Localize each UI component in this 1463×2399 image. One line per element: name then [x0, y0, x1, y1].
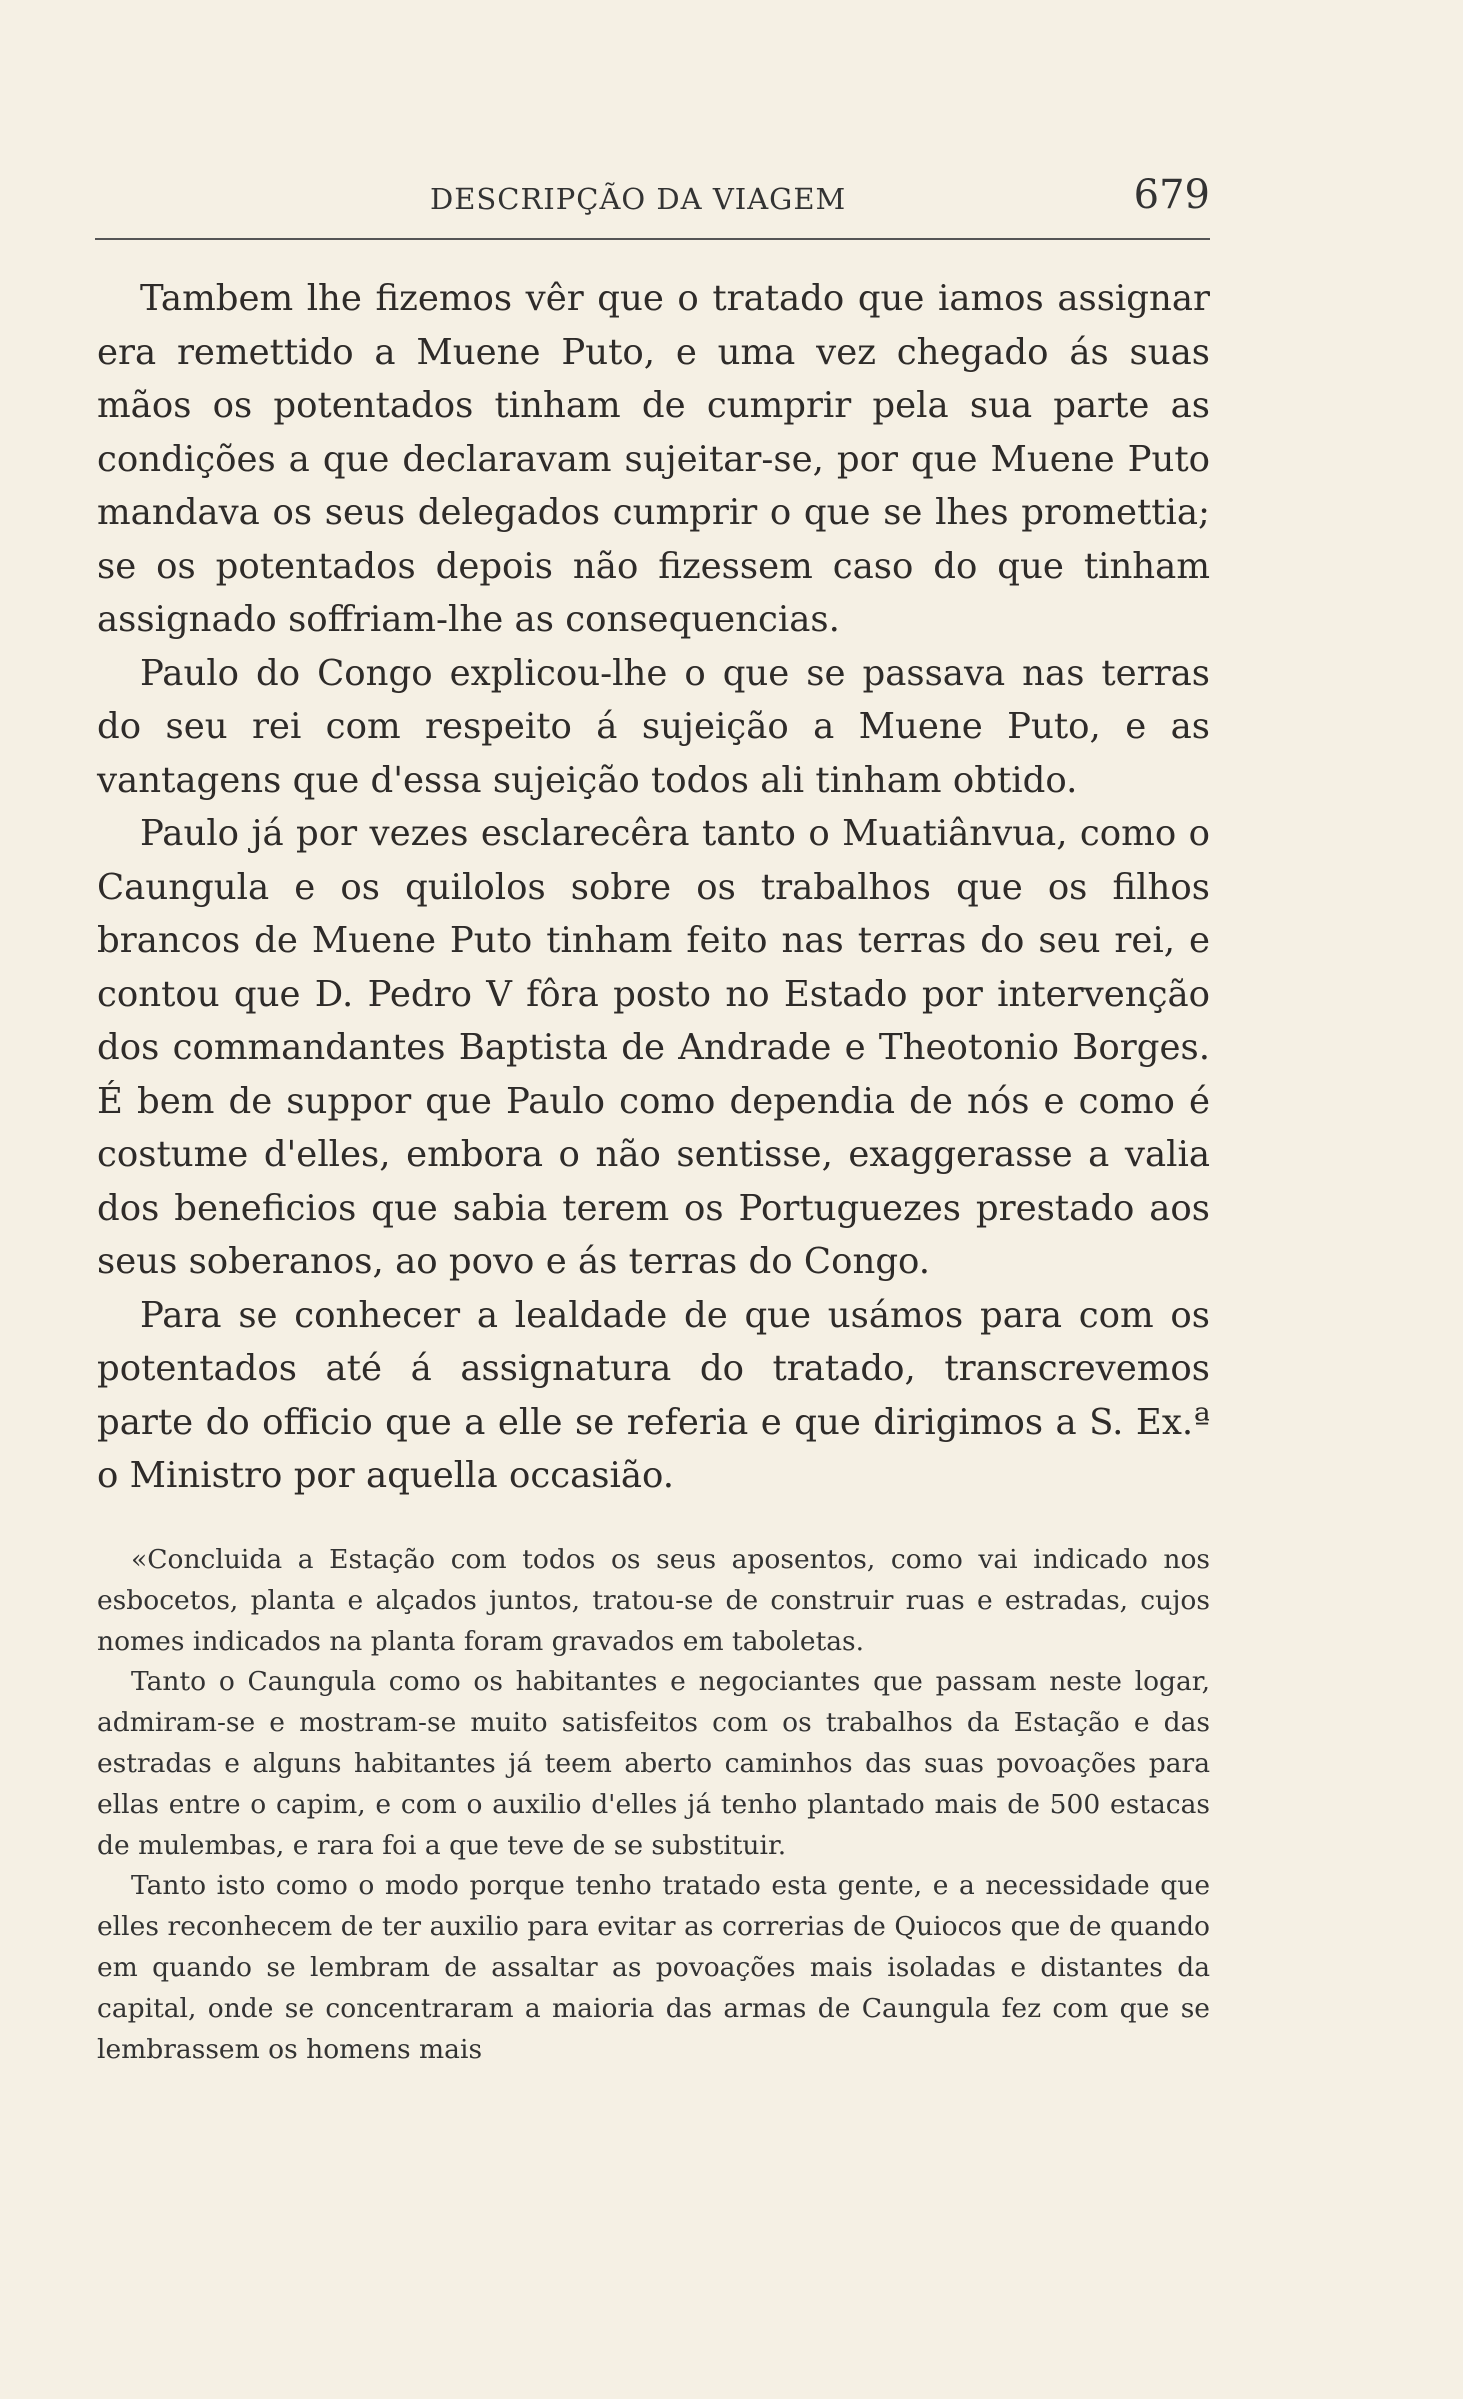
paragraph: Para se conhecer a lealdade de que usámos para com os potentados até á assignatura do tratado, transcrevemos parte do officio que a elle se referia e que dirigimos a S. Ex.ª o Ministro por aquella occasião.: [97, 1294, 1210, 1496]
quoted-letter: [97, 1540, 1210, 2070]
page-number: 679: [1133, 172, 1210, 218]
paragraph: Paulo do Congo explicou-lhe o que se passava nas terras do seu rei com respeito á sujeição a Muene Puto, e as vantagens que d'essa sujeição todos ali tinham obtido.: [97, 652, 1210, 801]
page-header: [95, 168, 1210, 228]
main-text: [97, 272, 1210, 1503]
paragraph: Paulo já por vezes esclarecêra tanto o Muatiânvua, como o Caungula e os quilolos sobre os trabalhos que os filhos brancos de Muene Puto tinham feito nas terras do seu rei, e contou que D. Pedro V fôra posto no Estado por intervenção dos commandantes Baptista de Andrade e Theotonio Borges. É bem de suppor que Paulo como dependia de nós e como é costume d'elles, embora o não sentisse, exaggerasse a valia dos beneficios que sabia terem os Portuguezes prestado aos seus soberanos, ao povo e ás terras do Congo.: [97, 813, 1210, 1282]
quote-paragraph: Tanto isto como o modo porque tenho tratado esta gente, e a necessidade que elles reconhecem de ter auxilio para evitar as correrias de Quiocos que de quando em quando se lembram de assaltar as povoações mais isoladas e distantes da capital, onde se concentraram a maioria das armas de Caungula fez com que se lembrassem os homens mais: [97, 1870, 1210, 2065]
paragraph: Tambem lhe fizemos vêr que o tratado que iamos assignar era remettido a Muene Puto, e uma vez chegado ás suas mãos os potentados tinham de cumprir pela sua parte as condições a que declaravam sujeitar-se, por que Muene Puto mandava os seus delegados cumprir o que se lhes promettia; se os potentados depois não fizessem caso do que tinham assignado soffriam-lhe as consequencias.: [97, 278, 1210, 640]
quote-paragraph: Tanto o Caungula como os habitantes e negociantes que passam neste logar, admiram-se e mostram-se muito satisfeitos com os trabalhos da Estação e das estradas e alguns habitantes já teem aberto caminhos das suas povoações para ellas entre o capim, e com o auxilio d'elles já tenho plantado mais de 500 estacas de mulembas, e rara foi a que teve de se substituir.: [97, 1666, 1210, 1861]
running-head: DESCRIPÇÃO DA VIAGEM: [430, 182, 847, 216]
quote-paragraph: «Concluida a Estação com todos os seus aposentos, como vai indicado nos esbocetos, planta e alçados juntos, tratou-se de construir ruas e estradas, cujos nomes indicados na planta foram gravados em taboletas.: [97, 1544, 1210, 1657]
header-rule: [95, 238, 1210, 240]
